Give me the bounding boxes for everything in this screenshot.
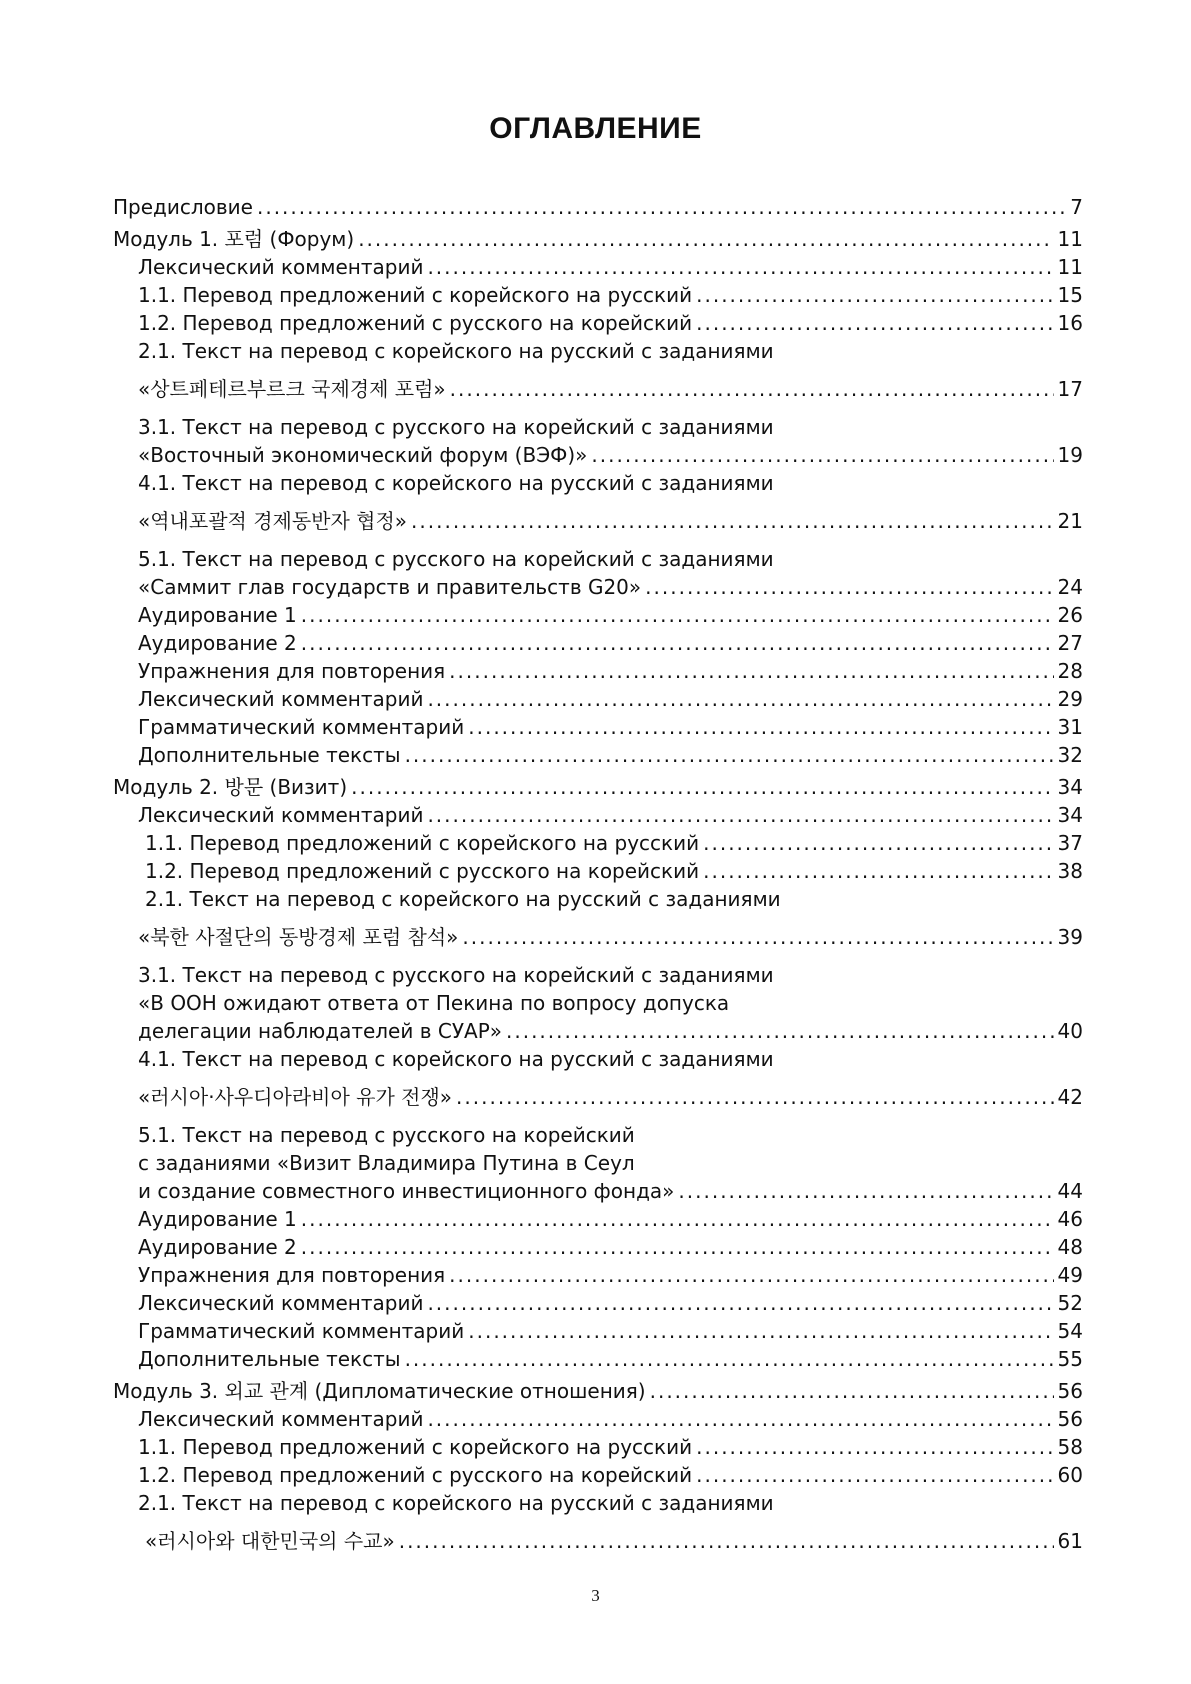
toc-entry-heading: с заданиями «Визит Владимира Путина в Сеул (138, 1151, 635, 1175)
toc-entry-page: 26 (1057, 603, 1083, 627)
toc-entry-label: Модуль 3. 외교 관계 (Дипломатические отношения) (113, 1379, 646, 1403)
toc-entry-page: 42 (1057, 1085, 1083, 1109)
toc-entry-heading: 3.1. Текст на перевод с русского на корейский с заданиями (138, 415, 774, 439)
toc-entry-label: Модуль 2. 방문 (Визит) (113, 775, 348, 799)
toc-entry-heading: 5.1. Текст на перевод с русского на корейский (138, 1123, 635, 1147)
toc-entry-page: 46 (1057, 1207, 1083, 1231)
toc-entry-page: 11 (1057, 227, 1083, 251)
toc-entry[interactable] (113, 1017, 1083, 1045)
toc-entry-page: 17 (1057, 377, 1083, 401)
toc-entry-label: «역내포괄적 경제동반자 협정» (138, 509, 408, 533)
toc-entry-label: Упражнения для повторения (138, 1263, 446, 1287)
toc-entry-page: 48 (1057, 1235, 1083, 1259)
toc-entry[interactable] (113, 1527, 1083, 1555)
toc-entry[interactable] (113, 1461, 1083, 1489)
toc-entry-label: «상트페테르부르크 국제경제 포럼» (138, 377, 446, 401)
toc-entry-heading: 5.1. Текст на перевод с русского на корейский с заданиями (138, 547, 774, 571)
toc-entry-page: 28 (1057, 659, 1083, 683)
toc-entry-page: 37 (1057, 831, 1083, 855)
toc-entry[interactable] (113, 657, 1083, 685)
toc-entry-page: 27 (1057, 631, 1083, 655)
dot-leader (427, 1289, 1053, 1317)
toc-entry[interactable] (113, 601, 1083, 629)
toc-entry-page: 19 (1057, 443, 1083, 467)
dot-leader (358, 225, 1053, 253)
dot-leader (399, 1527, 1054, 1555)
dot-leader (301, 601, 1054, 629)
toc-entry-label: 1.1. Перевод предложений с корейского на русский (145, 831, 700, 855)
toc-entry-label: Аудирование 1 (138, 1207, 297, 1231)
toc-entry-label: «Восточный экономический форум (ВЭФ)» (138, 443, 588, 467)
toc-entry[interactable] (113, 629, 1083, 657)
toc-entry-page: 52 (1057, 1291, 1083, 1315)
dot-leader (703, 857, 1053, 885)
toc-entry-page: 24 (1057, 575, 1083, 599)
toc-entry-label: Упражнения для повторения (138, 659, 446, 683)
toc-entry[interactable] (113, 1233, 1083, 1261)
toc-entry-page: 7 (1070, 195, 1083, 219)
toc-entry-page: 54 (1057, 1319, 1083, 1343)
page-number: 3 (591, 1586, 600, 1605)
toc-entry-page: 60 (1057, 1463, 1083, 1487)
dot-leader (411, 507, 1054, 535)
toc-entry[interactable] (113, 1405, 1083, 1433)
dot-leader (405, 741, 1054, 769)
toc-entry-label: 1.2. Перевод предложений с русского на корейский (138, 311, 693, 335)
toc-entry-page: 16 (1057, 311, 1083, 335)
dot-leader (468, 713, 1053, 741)
toc-entry-label: Аудирование 2 (138, 631, 297, 655)
toc-entry-page: 38 (1057, 859, 1083, 883)
toc-entry-label: Аудирование 1 (138, 603, 297, 627)
toc-module-3[interactable] (113, 1377, 1083, 1405)
toc-entry[interactable] (113, 1289, 1083, 1317)
dot-leader (696, 1433, 1053, 1461)
toc-entry[interactable] (113, 801, 1083, 829)
dot-leader (257, 193, 1066, 221)
toc-entry-label: «러시아·사우디아라비아 유가 전쟁» (138, 1085, 453, 1109)
toc-entry-label: Грамматический комментарий (138, 1319, 465, 1343)
page-title: ОГЛАВЛЕНИЕ (489, 112, 702, 145)
toc-entry-heading: 4.1. Текст на перевод с корейского на русский с заданиями (138, 471, 774, 495)
toc-entry[interactable] (113, 441, 1083, 469)
toc-entry-label: Грамматический комментарий (138, 715, 465, 739)
dot-leader (427, 1405, 1053, 1433)
dot-leader (450, 375, 1054, 403)
toc-entry-label: делегации наблюдателей в СУАР» (138, 1019, 502, 1043)
toc-entry-label: Лексический комментарий (138, 1291, 424, 1315)
dot-leader (696, 309, 1053, 337)
toc-entry-label: 1.2. Перевод предложений с русского на корейский (138, 1463, 693, 1487)
toc-entry-label: «러시아와 대한민국의 수교» (145, 1529, 395, 1553)
toc-entry-page: 29 (1057, 687, 1083, 711)
toc-entry-page: 32 (1057, 743, 1083, 767)
dot-leader (427, 253, 1053, 281)
dot-leader (462, 923, 1053, 951)
toc-module-1[interactable] (113, 225, 1083, 253)
toc-entry-page: 58 (1057, 1435, 1083, 1459)
toc-entry[interactable] (113, 309, 1083, 337)
toc-entry-label: и создание совместного инвестиционного фонда» (138, 1179, 675, 1203)
dot-leader (703, 829, 1053, 857)
toc-entry[interactable] (113, 507, 1083, 535)
toc-entry-label: «북한 사절단의 동방경제 포럼 참석» (138, 925, 459, 949)
toc-entry[interactable] (113, 685, 1083, 713)
toc-entry-heading: «В ООН ожидают ответа от Пекина по вопросу допуска (138, 991, 730, 1015)
dot-leader (449, 1261, 1053, 1289)
toc-entry-preface[interactable] (113, 193, 1083, 221)
toc-entry[interactable] (113, 857, 1083, 885)
toc-entry[interactable] (113, 375, 1083, 403)
toc-entry[interactable] (113, 923, 1083, 951)
toc-entry-heading: 2.1. Текст на перевод с корейского на русский с заданиями (138, 339, 774, 363)
toc-entry-page: 34 (1057, 775, 1083, 799)
dot-leader (456, 1083, 1054, 1111)
toc-entry-label: Аудирование 2 (138, 1235, 297, 1259)
toc-entry[interactable] (113, 1345, 1083, 1373)
dot-leader (506, 1017, 1054, 1045)
toc-entry-page: 56 (1057, 1407, 1083, 1431)
toc-entry-label: Модуль 1. 포럼 (Форум) (113, 227, 355, 251)
dot-leader (678, 1177, 1053, 1205)
toc-entry[interactable] (113, 1433, 1083, 1461)
toc-entry-label: «Саммит глав государств и правительств G20» (138, 575, 642, 599)
dot-leader (650, 1377, 1054, 1405)
toc-entry-page: 44 (1057, 1179, 1083, 1203)
toc-entry[interactable] (113, 573, 1083, 601)
toc-entry-page: 56 (1057, 1379, 1083, 1403)
dot-leader (351, 773, 1053, 801)
dot-leader (449, 657, 1053, 685)
dot-leader (645, 573, 1053, 601)
toc-entry-label: 1.1. Перевод предложений с корейского на русский (138, 1435, 693, 1459)
dot-leader (591, 441, 1053, 469)
toc-entry-label: Лексический комментарий (138, 803, 424, 827)
dot-leader (427, 685, 1053, 713)
toc-entry-heading: 4.1. Текст на перевод с корейского на русский с заданиями (138, 1047, 774, 1071)
toc-entry-page: 40 (1057, 1019, 1083, 1043)
toc-entry[interactable] (113, 1261, 1083, 1289)
dot-leader (427, 801, 1053, 829)
toc-entry[interactable] (113, 829, 1083, 857)
toc-entry[interactable] (113, 1317, 1083, 1345)
toc-entry[interactable] (113, 1177, 1083, 1205)
toc-entry-page: 31 (1057, 715, 1083, 739)
toc-entry-page: 34 (1057, 803, 1083, 827)
toc-entry-label: Лексический комментарий (138, 1407, 424, 1431)
toc-entry-page: 15 (1057, 283, 1083, 307)
toc-entry-page: 39 (1057, 925, 1083, 949)
dot-leader (301, 1205, 1054, 1233)
toc-entry-label: 1.2. Перевод предложений с русского на корейский (145, 859, 700, 883)
toc-entry-heading: 3.1. Текст на перевод с русского на корейский с заданиями (138, 963, 774, 987)
table-of-contents (113, 193, 1083, 1555)
toc-module-2[interactable] (113, 773, 1083, 801)
toc-entry-page: 55 (1057, 1347, 1083, 1371)
toc-entry-page: 11 (1057, 255, 1083, 279)
dot-leader (468, 1317, 1053, 1345)
toc-entry-page: 61 (1057, 1529, 1083, 1553)
toc-entry-page: 21 (1057, 509, 1083, 533)
toc-entry-heading: 2.1. Текст на перевод с корейского на русский с заданиями (145, 887, 781, 911)
dot-leader (301, 629, 1054, 657)
toc-entry[interactable] (113, 281, 1083, 309)
toc-entry-label: Дополнительные тексты (138, 1347, 401, 1371)
toc-entry-label: 1.1. Перевод предложений с корейского на русский (138, 283, 693, 307)
toc-entry[interactable] (113, 253, 1083, 281)
toc-entry[interactable] (113, 713, 1083, 741)
toc-entry[interactable] (113, 1205, 1083, 1233)
toc-entry-label: Лексический комментарий (138, 687, 424, 711)
dot-leader (696, 1461, 1053, 1489)
toc-entry[interactable] (113, 1083, 1083, 1111)
toc-entry-page: 49 (1057, 1263, 1083, 1287)
toc-entry[interactable] (113, 741, 1083, 769)
toc-entry-label: Дополнительные тексты (138, 743, 401, 767)
dot-leader (301, 1233, 1054, 1261)
dot-leader (696, 281, 1053, 309)
toc-entry-label: Лексический комментарий (138, 255, 424, 279)
dot-leader (405, 1345, 1054, 1373)
toc-entry-heading: 2.1. Текст на перевод с корейского на русский с заданиями (138, 1491, 774, 1515)
toc-entry-label: Предисловие (113, 195, 253, 219)
